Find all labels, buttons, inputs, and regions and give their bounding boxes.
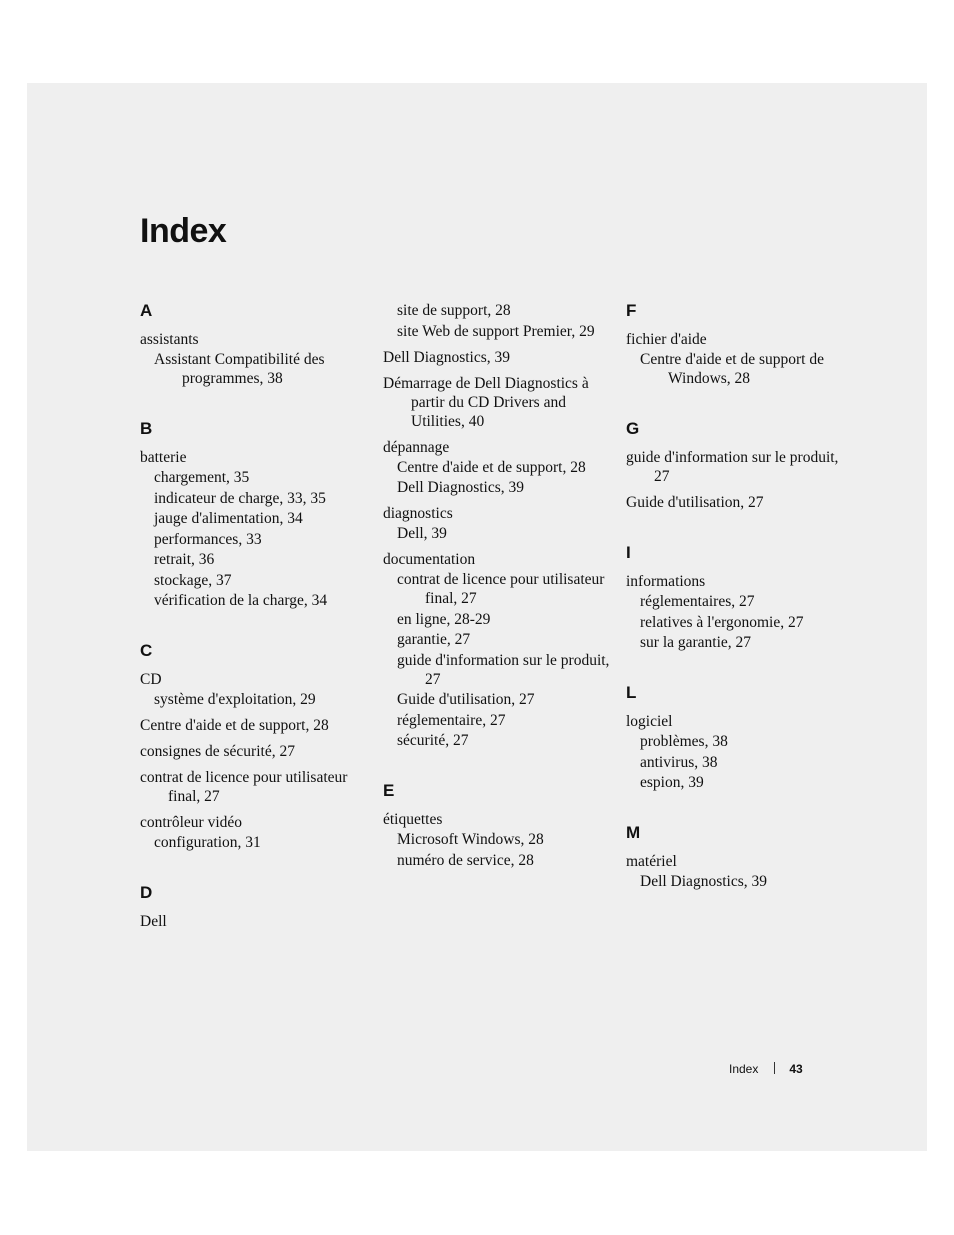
section-letter: A xyxy=(140,301,153,320)
index-term: étiquettes xyxy=(383,811,443,828)
index-subentry: Assistant Compatibilité des programmes, 38 xyxy=(154,351,325,387)
index-term: matériel xyxy=(626,853,677,870)
index-entry xyxy=(626,448,856,486)
index-term: Guide d'utilisation, 27 xyxy=(626,494,764,511)
index-term: dépannage xyxy=(383,438,450,456)
index-entry xyxy=(140,716,370,735)
index-section xyxy=(140,882,370,931)
index-term: informations xyxy=(626,573,706,590)
index-subentry: sur la garantie, 27 xyxy=(640,634,752,651)
index-entry xyxy=(383,301,613,341)
index-entry xyxy=(140,742,370,761)
index-subentry: garantie, 27 xyxy=(397,631,471,648)
index-subentry: Dell Diagnostics, 39 xyxy=(640,873,767,890)
index-subentry: relatives à l'ergonomie, 27 xyxy=(640,613,804,631)
index-term: Dell Diagnostics, 39 xyxy=(383,348,510,366)
index-term: CD xyxy=(140,671,162,688)
index-subentry: système d'exploitation, 29 xyxy=(154,691,316,708)
index-subentry: réglementaires, 27 xyxy=(640,593,755,610)
index-term: fichier d'aide xyxy=(626,331,707,348)
index-subentry: contrat de licence pour utilisateur final, 27 xyxy=(397,571,605,607)
index-entry xyxy=(383,374,613,431)
index-term: Dell xyxy=(140,913,167,930)
index-entry xyxy=(140,768,370,806)
index-entry xyxy=(383,550,613,750)
section-letter: G xyxy=(626,419,640,438)
index-entry xyxy=(626,493,856,512)
index-entry xyxy=(140,912,370,931)
index-entry xyxy=(383,810,613,870)
index-subentry: Microsoft Windows, 28 xyxy=(397,831,544,848)
index-entry xyxy=(140,330,370,388)
index-term: diagnostics xyxy=(383,505,453,522)
index-term: Démarrage de Dell Diagnostics à partir du CD Drivers and Utilities, 40 xyxy=(383,374,589,430)
index-section xyxy=(383,301,613,750)
index-term: guide d'information sur le produit, 27 xyxy=(626,449,839,485)
index-subentry: retrait, 36 xyxy=(154,551,215,568)
index-entry xyxy=(140,813,370,852)
index-subentry: numéro de service, 28 xyxy=(397,851,534,869)
index-term: consignes de sécurité, 27 xyxy=(140,743,295,760)
index-section xyxy=(140,418,370,610)
index-section xyxy=(626,822,856,891)
index-section xyxy=(626,418,856,512)
index-subentry: problèmes, 38 xyxy=(640,733,728,750)
index-term: logiciel xyxy=(626,713,673,730)
index-term: Centre d'aide et de support, 28 xyxy=(140,717,329,734)
index-subentry: réglementaire, 27 xyxy=(397,711,506,729)
index-column-2 xyxy=(383,300,613,900)
footer-separator xyxy=(774,1062,775,1074)
index-column-1 xyxy=(140,300,370,961)
index-subentry: Dell, 39 xyxy=(397,525,447,542)
index-column-3 xyxy=(626,300,856,921)
section-letter: M xyxy=(626,823,641,842)
index-subentry: performances, 33 xyxy=(154,530,262,548)
section-letter: C xyxy=(140,641,153,660)
index-subentry: site Web de support Premier, 29 xyxy=(397,322,595,340)
section-letter: E xyxy=(383,781,395,800)
index-entry xyxy=(626,852,856,891)
index-entry xyxy=(626,330,856,388)
index-subentry: Centre d'aide et de support de Windows, 28 xyxy=(640,351,824,387)
index-entry xyxy=(383,438,613,498)
section-letter: B xyxy=(140,419,153,438)
section-letter: L xyxy=(626,683,637,702)
index-entry xyxy=(626,712,856,792)
footer-label: Index xyxy=(729,1062,759,1076)
index-subentry: Centre d'aide et de support, 28 xyxy=(397,458,586,476)
index-term: batterie xyxy=(140,449,187,466)
index-subentry: stockage, 37 xyxy=(154,571,232,589)
index-subentry: guide d'information sur le produit, 27 xyxy=(397,651,610,688)
page-footer xyxy=(729,1062,803,1076)
index-section xyxy=(140,300,370,388)
index-subentry: jauge d'alimentation, 34 xyxy=(154,510,303,527)
index-entry xyxy=(626,572,856,652)
section-letter: I xyxy=(626,543,631,562)
index-subentry: espion, 39 xyxy=(640,774,704,791)
index-entry xyxy=(140,670,370,709)
index-subentry: configuration, 31 xyxy=(154,834,261,851)
index-term: contrat de licence pour utilisateur final, 27 xyxy=(140,769,348,805)
index-section xyxy=(140,640,370,852)
index-subentry: sécurité, 27 xyxy=(397,732,469,749)
index-term: assistants xyxy=(140,331,199,348)
index-term: documentation xyxy=(383,551,476,568)
index-subentry: Guide d'utilisation, 27 xyxy=(397,691,535,708)
index-subentry: site de support, 28 xyxy=(397,302,511,319)
page-title: Index xyxy=(140,212,227,250)
index-section xyxy=(626,682,856,792)
index-subentry: chargement, 35 xyxy=(154,469,250,486)
index-entry xyxy=(140,448,370,610)
index-entry xyxy=(383,504,613,543)
index-subentry: indicateur de charge, 33, 35 xyxy=(154,489,326,507)
index-section xyxy=(626,300,856,388)
index-section xyxy=(383,780,613,870)
index-subentry: vérification de la charge, 34 xyxy=(154,592,328,609)
index-subentry: Dell Diagnostics, 39 xyxy=(397,479,524,496)
index-subentry: antivirus, 38 xyxy=(640,753,718,771)
section-letter: D xyxy=(140,883,153,902)
page-number: 43 xyxy=(789,1062,803,1076)
section-letter: F xyxy=(626,301,637,320)
index-section xyxy=(626,542,856,652)
index-term: contrôleur vidéo xyxy=(140,814,243,831)
index-entry xyxy=(383,348,613,367)
index-subentry: en ligne, 28-29 xyxy=(397,610,491,628)
